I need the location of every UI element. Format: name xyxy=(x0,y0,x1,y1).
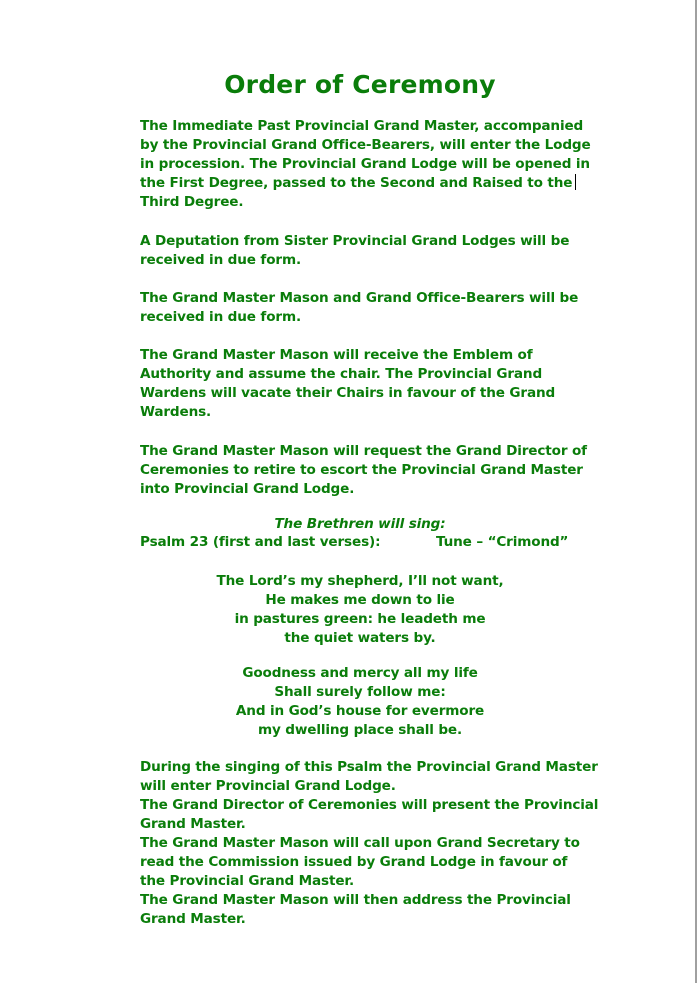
text-line: the Provincial Grand Master. xyxy=(140,873,355,889)
text-line: read the Commission issued by Grand Lodge in favour of xyxy=(140,854,568,870)
text-line: The Grand Master Mason will request the Grand Director of xyxy=(140,443,587,459)
text-line: The Grand Master Mason will receive the Emblem of xyxy=(140,347,533,363)
text-line: The Grand Master Mason and Grand Office-Bearers will be xyxy=(140,290,579,306)
text-line: the First Degree, passed to the Second and Raised to the xyxy=(140,175,573,191)
text-line: The Grand Master Mason will call upon Grand Secretary to xyxy=(140,835,580,851)
text-line: Grand Master. xyxy=(140,816,246,832)
text-line: The Immediate Past Provincial Grand Master, accompanied xyxy=(140,118,584,134)
paragraph-grand-master-received xyxy=(140,289,580,327)
text-line: received in due form. xyxy=(140,309,301,325)
verse-line: my dwelling place shall be. xyxy=(257,722,463,738)
psalm-label: Psalm 23 (first and last verses): xyxy=(140,534,381,550)
paragraph-deputation xyxy=(140,232,580,270)
text-line: The Grand Director of Ceremonies will present the Provincial xyxy=(140,797,599,813)
text-cursor xyxy=(575,174,576,190)
text-line: Authority and assume the chair. The Provincial Grand xyxy=(140,366,543,382)
paragraph-emblem-authority xyxy=(140,346,580,422)
text-line: The Grand Master Mason will then address the Provincial xyxy=(140,892,571,908)
verse-line: Shall surely follow me: xyxy=(274,684,446,700)
paragraph-procession xyxy=(140,117,591,212)
verse-line: The Lord’s my shepherd, I’ll not want, xyxy=(216,573,504,589)
psalm-tune: Tune – “Crimond” xyxy=(436,534,569,550)
text-line: in procession. The Provincial Grand Lodge will be opened in xyxy=(140,156,590,172)
text-line: Ceremonies to retire to escort the Provincial Grand Master xyxy=(140,462,583,478)
text-line: Third Degree. xyxy=(140,194,244,210)
paragraph-escort xyxy=(140,442,587,499)
text-line: Grand Master. xyxy=(140,911,246,927)
text-line: During the singing of this Psalm the Provincial Grand Master xyxy=(140,759,598,775)
paragraph-closing xyxy=(140,758,599,929)
text-line: A Deputation from Sister Provincial Grand Lodges will be xyxy=(140,233,570,249)
text-line: will enter Provincial Grand Lodge. xyxy=(140,778,396,794)
text-line: received in due form. xyxy=(140,252,301,268)
verse-line: Goodness and mercy all my life xyxy=(242,665,478,681)
verse-line: And in God’s house for evermore xyxy=(235,703,485,719)
text-line: Wardens will vacate their Chairs in favour of the Grand xyxy=(140,385,556,401)
verse-line: He makes me down to lie xyxy=(265,592,455,608)
text-line: Wardens. xyxy=(140,404,212,420)
page-title: Order of Ceremony xyxy=(224,70,496,99)
verse-line: in pastures green: he leadeth me xyxy=(234,611,486,627)
psalm-verse-2 xyxy=(140,664,580,740)
singing-intro: The Brethren will sing: xyxy=(274,516,446,532)
verse-line: the quiet waters by. xyxy=(284,630,436,646)
text-line: into Provincial Grand Lodge. xyxy=(140,481,355,497)
text-line: by the Provincial Grand Office-Bearers, will enter the Lodge xyxy=(140,137,591,153)
psalm-heading xyxy=(140,534,580,550)
page-edge-divider xyxy=(695,0,697,983)
psalm-verse-1 xyxy=(140,572,580,648)
